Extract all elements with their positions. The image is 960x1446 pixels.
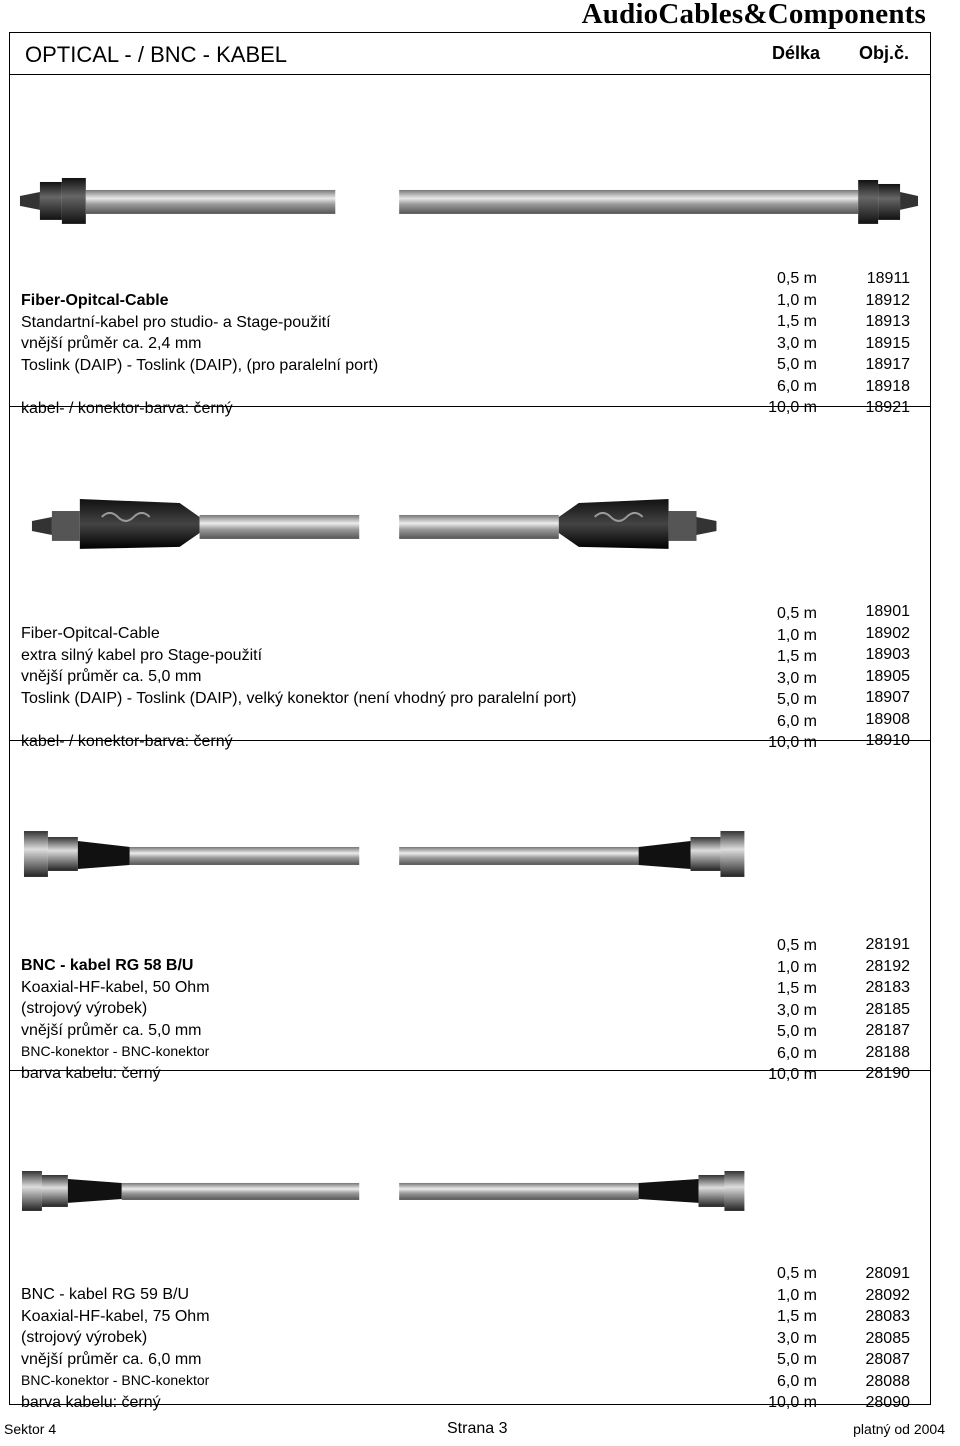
order-code: 18913 bbox=[865, 313, 910, 330]
description-line: (strojový výrobek) bbox=[21, 1000, 148, 1017]
product-description bbox=[21, 623, 576, 752]
product-description bbox=[21, 290, 378, 419]
description-line: Standartní-kabel pro studio- a Stage-použití bbox=[21, 313, 331, 331]
description-line bbox=[21, 376, 378, 398]
product-section bbox=[10, 741, 930, 1083]
description-line: BNC-konektor - BNC-konektor bbox=[21, 1372, 210, 1388]
length-value: 0,5 m bbox=[776, 1265, 817, 1282]
order-code: 28183 bbox=[865, 979, 910, 996]
order-code: 28091 bbox=[865, 1265, 910, 1282]
product-section bbox=[10, 1071, 930, 1411]
order-code: 28191 bbox=[865, 936, 910, 953]
order-code: 28188 bbox=[865, 1043, 910, 1061]
order-code: 18907 bbox=[865, 689, 910, 706]
length-value: 10,0 m bbox=[768, 399, 817, 416]
description-line: vnější průměr ca. 5,0 mm bbox=[21, 668, 202, 685]
order-code: 28090 bbox=[865, 1394, 910, 1411]
length-value: 0,5 m bbox=[776, 270, 817, 287]
description-line: BNC-konektor - BNC-konektor bbox=[21, 1043, 210, 1059]
order-code-list bbox=[840, 934, 910, 1085]
length-value: 1,5 m bbox=[776, 980, 817, 997]
length-value: 0,5 m bbox=[776, 937, 817, 954]
product-table bbox=[9, 32, 931, 1411]
description-line: Koaxial-HF-kabel, 50 Ohm bbox=[21, 978, 210, 996]
length-value: 6,0 m bbox=[776, 1372, 817, 1390]
description-line: Koaxial-HF-kabel, 75 Ohm bbox=[21, 1307, 210, 1325]
order-code: 18912 bbox=[865, 291, 910, 309]
length-list bbox=[710, 603, 817, 754]
length-value: 5,0 m bbox=[776, 691, 817, 708]
order-code: 28088 bbox=[865, 1372, 910, 1390]
length-column-header: Délka bbox=[772, 43, 821, 63]
toslink-cable-image bbox=[10, 407, 930, 607]
order-code: 28087 bbox=[865, 1351, 910, 1368]
description-line bbox=[21, 709, 576, 731]
length-value: 1,0 m bbox=[776, 626, 817, 644]
description-line: Toslink (DAIP) - Toslink (DAIP), velký konektor (není vhodný pro paralelní port) bbox=[21, 689, 577, 707]
footer-validity: platný od 2004 bbox=[853, 1421, 945, 1437]
order-code: 18910 bbox=[865, 732, 910, 749]
product-name: BNC - kabel RG 59 B/U bbox=[21, 1286, 190, 1303]
length-value: 3,0 m bbox=[776, 334, 817, 352]
order-code: 18908 bbox=[865, 710, 910, 728]
description-line: vnější průměr ca. 5,0 mm bbox=[21, 1021, 202, 1039]
product-section bbox=[10, 74, 930, 417]
description-line: barva kabelu: černý bbox=[21, 1393, 161, 1411]
order-code: 18911 bbox=[866, 270, 910, 287]
bnc-cable-image bbox=[10, 1071, 930, 1271]
length-value: 0,5 m bbox=[776, 605, 817, 622]
length-value: 1,0 m bbox=[776, 1286, 817, 1304]
order-code: 18905 bbox=[865, 667, 910, 685]
length-value: 1,5 m bbox=[776, 1308, 817, 1325]
product-description bbox=[21, 955, 210, 1084]
product-description bbox=[21, 1284, 210, 1413]
product-name: Fiber-Opitcal-Cable bbox=[21, 292, 169, 309]
description-line: Toslink (DAIP) - Toslink (DAIP), (pro paralelní port) bbox=[21, 356, 379, 374]
length-value: 1,5 m bbox=[776, 313, 817, 330]
length-value: 1,0 m bbox=[776, 291, 817, 309]
page-title: OPTICAL - / BNC - KABEL bbox=[25, 42, 288, 67]
toslink-cable-image bbox=[10, 74, 930, 274]
footer-sector: Sektor 4 bbox=[4, 1421, 57, 1437]
order-code: 28187 bbox=[865, 1022, 910, 1039]
length-value: 10,0 m bbox=[768, 734, 817, 751]
length-value: 3,0 m bbox=[776, 1329, 817, 1347]
length-value: 6,0 m bbox=[776, 377, 817, 395]
length-value: 5,0 m bbox=[776, 1351, 817, 1368]
description-line: kabel- / konektor-barva: černý bbox=[21, 732, 233, 750]
description-line: vnější průměr ca. 6,0 mm bbox=[21, 1350, 202, 1368]
order-column-header: Obj.č. bbox=[859, 43, 910, 63]
length-value: 10,0 m bbox=[768, 1066, 817, 1083]
description-line: barva kabelu: černý bbox=[21, 1064, 161, 1082]
length-value: 3,0 m bbox=[776, 1001, 817, 1019]
order-code: 28190 bbox=[865, 1065, 910, 1082]
order-code-list bbox=[840, 268, 910, 419]
order-code: 28185 bbox=[865, 1000, 910, 1018]
order-code: 28083 bbox=[865, 1308, 910, 1325]
description-line: kabel- / konektor-barva: černý bbox=[21, 399, 233, 417]
order-code: 18903 bbox=[865, 646, 910, 663]
length-value: 1,5 m bbox=[776, 648, 817, 665]
order-code: 18918 bbox=[865, 377, 910, 395]
length-value: 5,0 m bbox=[776, 1023, 817, 1040]
length-value: 6,0 m bbox=[776, 712, 817, 730]
description-line: extra silný kabel pro Stage-použití bbox=[21, 646, 263, 664]
order-code: 18921 bbox=[865, 399, 910, 416]
order-code: 18902 bbox=[865, 624, 910, 642]
length-value: 6,0 m bbox=[776, 1044, 817, 1062]
order-code: 28192 bbox=[865, 957, 910, 975]
order-code-list bbox=[840, 1263, 910, 1414]
order-code: 28085 bbox=[865, 1329, 910, 1347]
brand-logo: AudioCables&Components bbox=[581, 0, 926, 30]
length-list bbox=[710, 935, 817, 1086]
footer-page-number: Strana 3 bbox=[447, 1420, 508, 1437]
description-line: vnější průměr ca. 2,4 mm bbox=[21, 335, 202, 352]
product-name: BNC - kabel RG 58 B/U bbox=[21, 957, 194, 974]
description-line: (strojový výrobek) bbox=[21, 1329, 148, 1346]
order-code-list bbox=[840, 601, 910, 752]
order-code: 28092 bbox=[865, 1286, 910, 1304]
order-code: 18915 bbox=[865, 334, 910, 352]
order-code: 18917 bbox=[865, 356, 910, 373]
order-code: 18901 bbox=[865, 603, 910, 620]
product-section bbox=[10, 407, 930, 751]
table-header bbox=[10, 33, 930, 75]
length-value: 3,0 m bbox=[776, 669, 817, 687]
product-name: Fiber-Opitcal-Cable bbox=[21, 625, 160, 642]
length-value: 1,0 m bbox=[776, 958, 817, 976]
length-list bbox=[710, 268, 817, 419]
length-list bbox=[710, 1263, 817, 1414]
length-value: 5,0 m bbox=[776, 356, 817, 373]
length-value: 10,0 m bbox=[768, 1394, 817, 1411]
bnc-cable-image bbox=[10, 741, 930, 941]
